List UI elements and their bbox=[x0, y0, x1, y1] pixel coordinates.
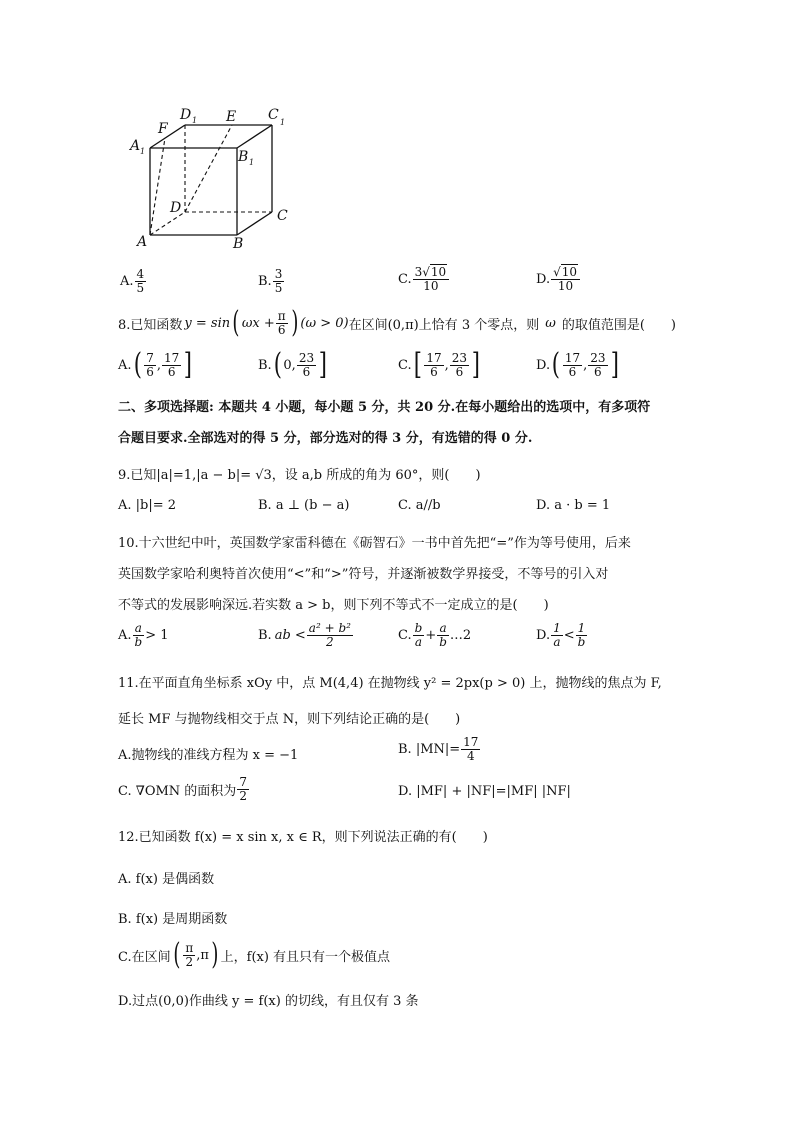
label-C1: C bbox=[268, 107, 279, 123]
q10-line3: 不等式的发展影响深远.若实数 a > b，则下列不等式不一定成立的是( ) bbox=[118, 598, 549, 613]
label-B1: B bbox=[238, 149, 249, 165]
q9-option-d: D. a · b = 1 bbox=[536, 498, 611, 513]
q10-line1: 10.十六世纪中叶，英国数学家雷科德在《砺智石》一书中首先把“=”作为等号使用，后来 bbox=[118, 536, 631, 551]
svg-text:1: 1 bbox=[140, 147, 146, 156]
label-D: D bbox=[170, 200, 182, 216]
q7-option-b: B. $\frac{3}{5}$ bbox=[258, 267, 283, 295]
q10-line2: 英国数学家哈利奥特首次使用“<”和“>”符号，并逐渐被数学界接受，不等号的引入对 bbox=[118, 567, 609, 582]
q11-option-b: B. |MN|= $\frac{17}{4}$ bbox=[398, 735, 479, 763]
q12-option-d: D.过点(0,0)作曲线 y = f(x) 的切线，有且仅有 3 条 bbox=[118, 994, 419, 1009]
q9-option-c: C. a//b bbox=[398, 498, 441, 513]
svg-text:1: 1 bbox=[192, 116, 198, 125]
q8-stem: 8.已知函数 y = sin ( ωx + $\frac{\pi}{6}$ ) (ω > 0) 在区间(0,π)上恰有 3 个零点，则 ω 的取值范围是( ) bbox=[118, 305, 676, 340]
q11-option-a: A.抛物线的准线方程为 x = −1 bbox=[118, 748, 299, 763]
q10-option-d: D. $\frac{1}{a}$ < $\frac{1}{b}$ bbox=[536, 621, 586, 649]
q7-option-d: D. $\frac{√10}{10}$ bbox=[536, 266, 581, 292]
label-C: C bbox=[277, 208, 288, 224]
q10-option-a: A. $\frac{a}{b}$ > 1 bbox=[118, 621, 169, 649]
q9-option-a: A. |b|= 2 bbox=[118, 498, 177, 513]
q9-stem: 9.已知|a|=1,|a − b|= √3，设 a,b 所成的角为 60°，则( ) bbox=[118, 468, 481, 483]
label-B: B bbox=[233, 236, 244, 252]
cube-figure bbox=[120, 100, 300, 255]
q8-option-b: B. ( 0, $\frac{23}{6}$ ] bbox=[258, 347, 328, 382]
q12-option-b: B. f(x) 是周期函数 bbox=[118, 912, 228, 927]
q11-line1: 11.在平面直角坐标系 xOy 中，点 M(4,4) 在抛物线 y² = 2px(p > 0) 上，抛物线的焦点为 F, bbox=[118, 676, 662, 691]
q7-option-c: C. $\frac{3√10}{10}$ bbox=[398, 266, 450, 292]
q12-option-c: C.在区间 ( $\frac{\pi}{2}$ ,π ) 上，f(x) 有且只有一个极值点 bbox=[118, 937, 391, 972]
section2-line1: 二、多项选择题: 本题共 4 小题，每小题 5 分，共 20 分.在每小题给出的选项中，有多项符 bbox=[118, 400, 651, 415]
label-A: A bbox=[137, 234, 148, 250]
q7-option-a: A. $\frac{4}{5}$ bbox=[120, 267, 145, 295]
svg-text:1: 1 bbox=[280, 118, 286, 127]
q9-option-b: B. a ⊥ (b − a) bbox=[258, 498, 350, 513]
label-D1: D bbox=[180, 107, 192, 123]
svg-text:1: 1 bbox=[249, 158, 255, 167]
q8-option-d: D. ( $\frac{17}{6}$ , $\frac{23}{6}$ ] bbox=[536, 347, 619, 382]
q12-option-a: A. f(x) 是偶函数 bbox=[118, 872, 215, 887]
q12-stem: 12.已知函数 f(x) = x sin x, x ∈ R，则下列说法正确的有( ) bbox=[118, 830, 488, 845]
section2-line2: 合题目要求.全部选对的得 5 分，部分选对的得 3 分，有选错的得 0 分. bbox=[118, 431, 533, 446]
label-A1: A bbox=[130, 138, 141, 154]
q8-option-c: C. [ $\frac{17}{6}$ , $\frac{23}{6}$ ] bbox=[398, 347, 481, 382]
label-F: F bbox=[158, 121, 168, 137]
q11-line2: 延长 MF 与抛物线相交于点 N，则下列结论正确的是( ) bbox=[118, 712, 461, 727]
q11-option-c: C. ∇OMN 的面积为 $\frac{7}{2}$ bbox=[118, 775, 247, 803]
label-E: E bbox=[226, 109, 237, 125]
q11-option-d: D. |MF| + |NF|=|MF| |NF| bbox=[398, 784, 571, 799]
q10-option-c: C. $\frac{b}{a}$ + $\frac{a}{b}$ …2 bbox=[398, 621, 472, 649]
q10-option-b: B. ab < $\frac{\text{a² + b²}}{2}$ bbox=[258, 621, 351, 649]
q8-option-a: A. ( $\frac{7}{6}$ , $\frac{17}{6}$ ] bbox=[118, 347, 193, 382]
